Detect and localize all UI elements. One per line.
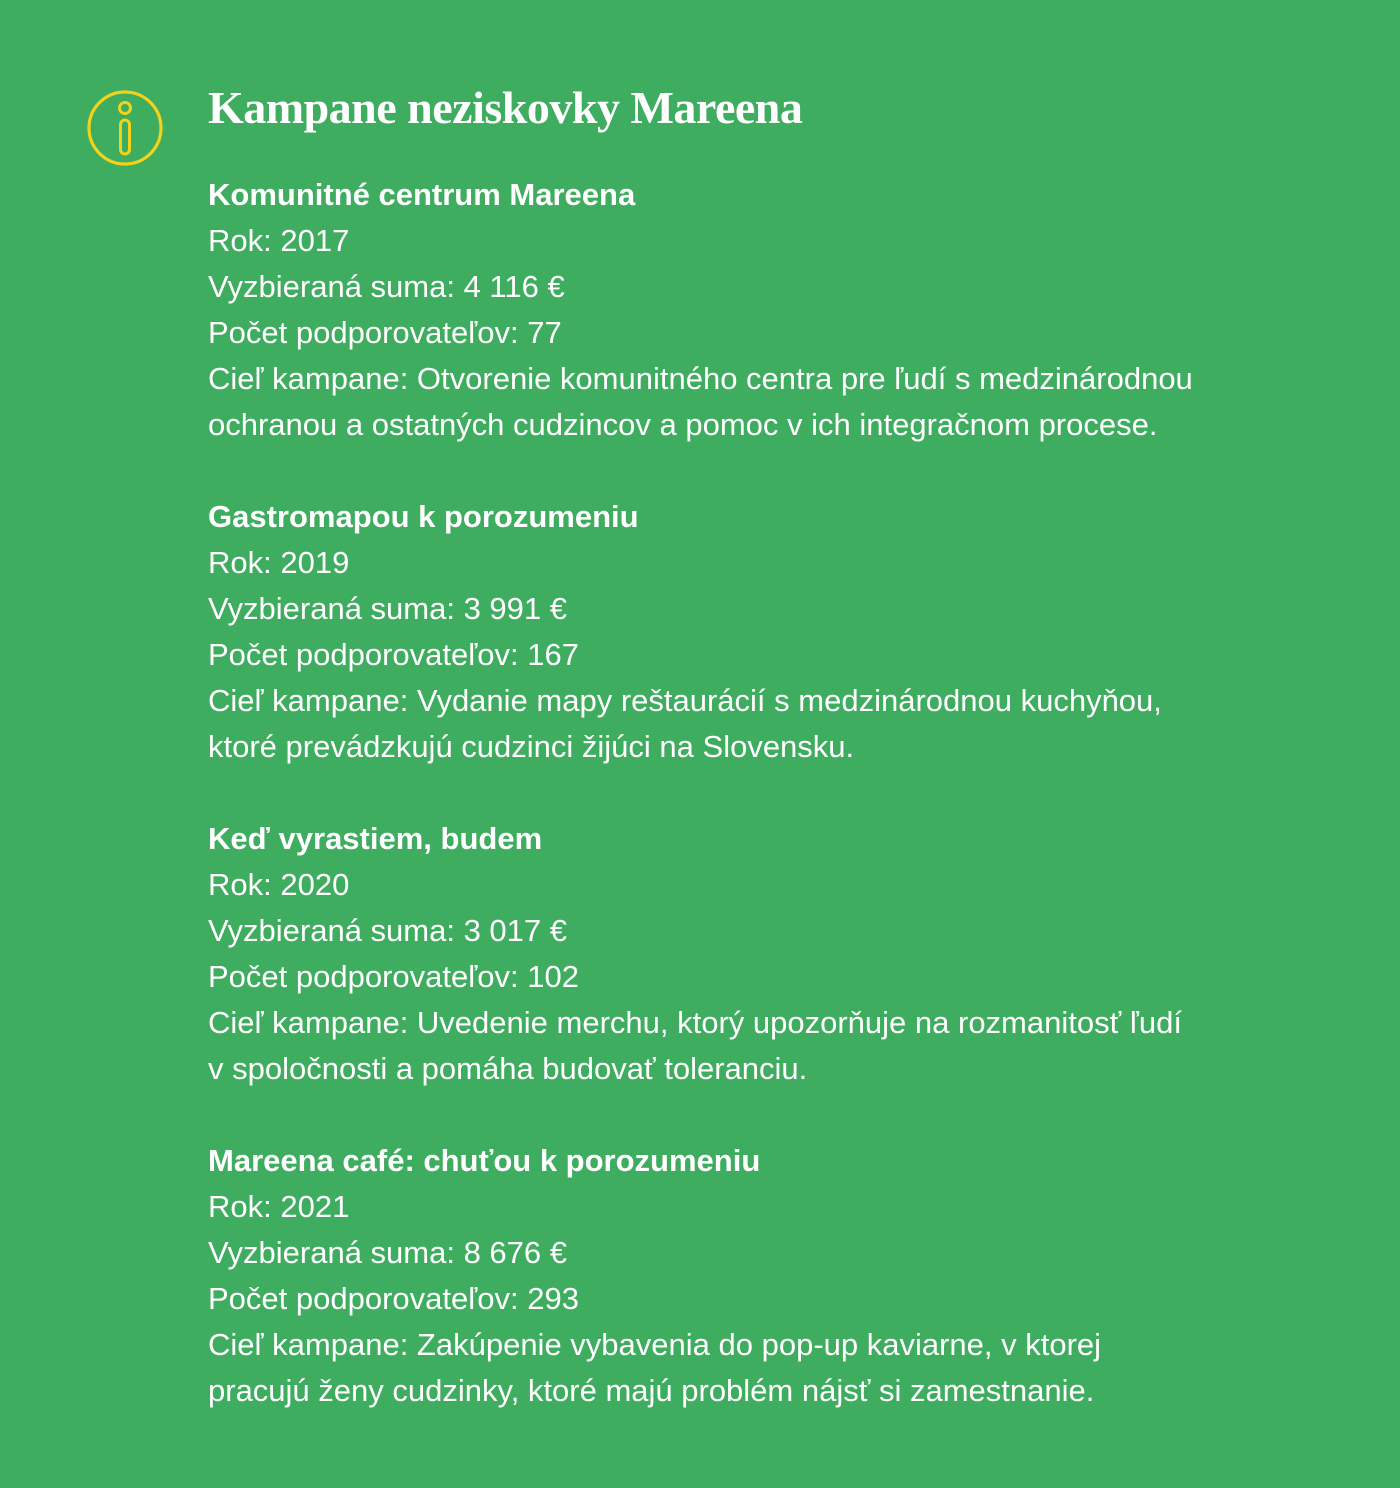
campaign-year: Rok: 2017: [208, 223, 350, 258]
campaign-item: [208, 1138, 1358, 1414]
campaign-item: [208, 816, 1358, 1092]
campaign-amount: Vyzbieraná suma: 8 676 €: [208, 1235, 568, 1270]
campaign-goal-continued: ktoré prevádzkujú cudzinci žijúci na Slovensku.: [208, 729, 855, 764]
campaign-name: Mareena café: chuťou k porozumeniu: [208, 1143, 761, 1178]
campaign-amount: Vyzbieraná suma: 3 991 €: [208, 591, 568, 626]
campaigns-panel: [208, 78, 1358, 1460]
campaign-year: Rok: 2019: [208, 545, 350, 580]
campaign-amount: Vyzbieraná suma: 4 116 €: [208, 269, 565, 304]
campaign-goal-continued: v spoločnosti a pomáha budovať toleranciu.: [208, 1051, 808, 1086]
campaign-year: Rok: 2021: [208, 1189, 350, 1224]
page-title: Kampane neziskovky Mareena: [208, 82, 803, 133]
campaign-goal-continued: pracujú ženy cudzinky, ktoré majú problém nájsť si zamestnanie.: [208, 1373, 1095, 1408]
info-icon: [86, 87, 164, 169]
campaign-goal: Cieľ kampane: Otvorenie komunitného centra pre ľudí s medzinárodnou: [208, 361, 1193, 396]
campaign-goal: Cieľ kampane: Vydanie mapy reštaurácií s medzinárodnou kuchyňou,: [208, 683, 1162, 718]
campaign-goal: Cieľ kampane: Zakúpenie vybavenia do pop-up kaviarne, v ktorej: [208, 1327, 1102, 1362]
campaign-year: Rok: 2020: [208, 867, 350, 902]
campaign-name: Gastromapou k porozumeniu: [208, 499, 639, 534]
campaign-item: [208, 494, 1358, 770]
campaign-name: Komunitné centrum Mareena: [208, 177, 636, 212]
campaign-supporters: Počet podporovateľov: 293: [208, 1281, 579, 1316]
campaign-supporters: Počet podporovateľov: 102: [208, 959, 579, 994]
campaign-amount: Vyzbieraná suma: 3 017 €: [208, 913, 568, 948]
campaign-item: [208, 172, 1358, 448]
campaign-supporters: Počet podporovateľov: 77: [208, 315, 562, 350]
campaign-goal: Cieľ kampane: Uvedenie merchu, ktorý upozorňuje na rozmanitosť ľudí: [208, 1005, 1182, 1040]
campaign-supporters: Počet podporovateľov: 167: [208, 637, 579, 672]
campaign-name: Keď vyrastiem, budem: [208, 821, 543, 856]
campaign-goal-continued: ochranou a ostatných cudzincov a pomoc v ich integračnom procese.: [208, 407, 1158, 442]
